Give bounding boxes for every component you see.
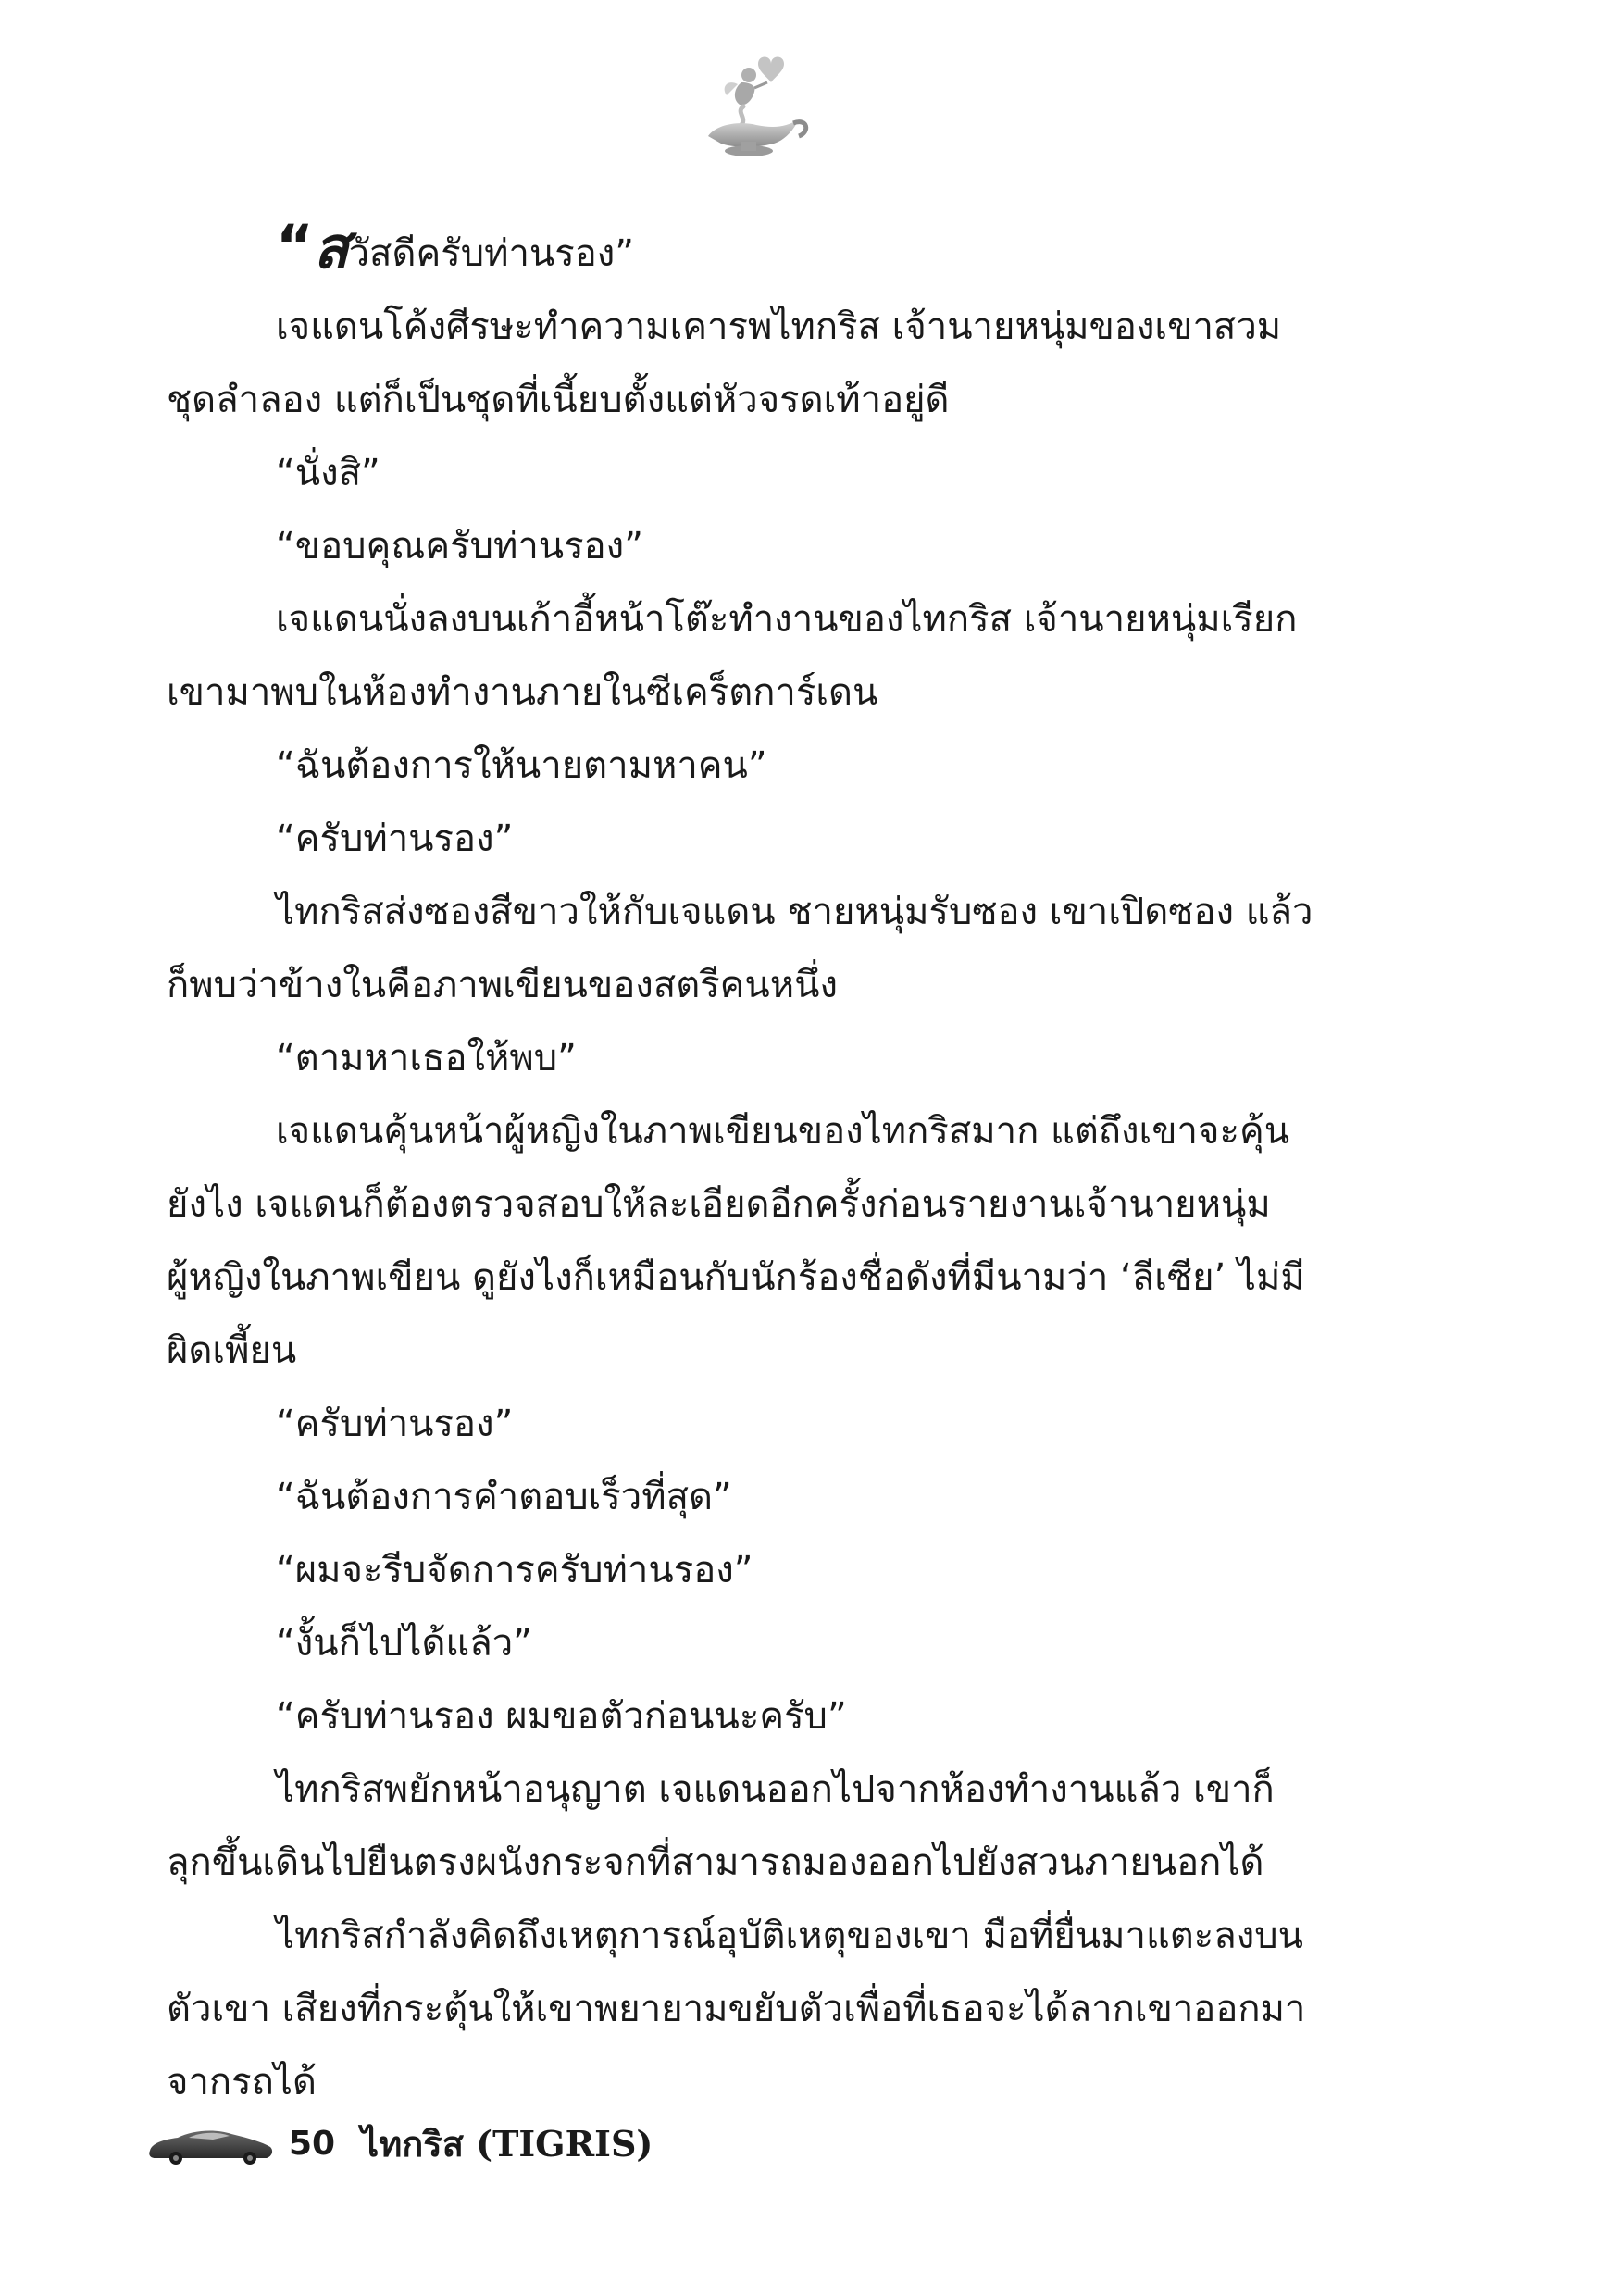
- drop-cap: ส: [313, 218, 349, 281]
- text-line: ลุกขึ้นเดินไปยืนตรงผนังกระจกที่สามารถมองออกไปยังสวนภายนอกได้: [167, 1841, 1264, 1884]
- text-line: ตัวเขา เสียงที่กระตุ้นให้เขาพยายามขยับตัวเพื่อที่เธอจะได้ลากเขาออกมา: [167, 1988, 1306, 2030]
- text-line: ชุดลำลอง แต่ก็เป็นชุดที่เนี้ยบตั้งแต่หัวจรดเท้าอยู่ดี: [167, 379, 950, 421]
- opening-quote-mark: “: [276, 218, 314, 280]
- book-title: ไทกริส (TIGRIS): [361, 2122, 653, 2165]
- sports-car-icon: [146, 2121, 276, 2165]
- text-line: เจแดนคุ้นหน้าผู้หญิงในภาพเขียนของไทกริสมาก แต่ถึงเขาจะคุ้น: [276, 1110, 1290, 1153]
- text-line: ก็พบว่าข้างในคือภาพเขียนของสตรีคนหนึ่ง: [167, 964, 838, 1006]
- text-line: ยังไง เจแดนก็ต้องตรวจสอบให้ละเอียดอีกครั้งก่อนรายงานเจ้านายหนุ่ม: [167, 1183, 1271, 1226]
- text-line: เจแดนโค้งศีรษะทำความเคารพไทกริส เจ้านายหนุ่มของเขาสวม: [276, 306, 1282, 348]
- text-line: “นั่งสิ”: [276, 452, 380, 494]
- text-line: “ฉันต้องการคำตอบเร็วที่สุด”: [276, 1476, 732, 1518]
- text-line: ไทกริสพยักหน้าอนุญาต เจแดนออกไปจากห้องทำงานแล้ว เขาก็: [276, 1768, 1275, 1811]
- text-line: ผู้หญิงในภาพเขียน ดูยังไงก็เหมือนกับนักร้องชื่อดังที่มีนามว่า ‘ลีเซีย’ ไม่มี: [167, 1256, 1305, 1299]
- opening-line: [167, 218, 1351, 291]
- paragraph-lines: [167, 291, 1351, 2119]
- text-line: จากรถได้: [167, 2061, 317, 2103]
- text-line: “ครับท่านรอง”: [276, 817, 514, 860]
- text-line: “ผมจะรีบจัดการครับท่านรอง”: [276, 1549, 753, 1591]
- text-line: เขามาพบในห้องทำงานภายในซีเคร็ตการ์เดน: [167, 671, 878, 714]
- text-line: “ครับท่านรอง”: [276, 1403, 514, 1445]
- text-line: เจแดนนั่งลงบนเก้าอี้หน้าโต๊ะทำงานของไทกริส เจ้านายหนุ่มเรียก: [276, 598, 1298, 641]
- text-line: “ครับท่านรอง ผมขอตัวก่อนนะครับ”: [276, 1695, 847, 1738]
- opening-line-rest: วัสดีครับท่านรอง”: [348, 232, 635, 275]
- text-line: ไทกริสกำลังคิดถึงเหตุการณ์อุบัติเหตุของเขา มือที่ยื่นมาแตะลงบน: [276, 1915, 1303, 1957]
- text-line: ผิดเพี้ยน: [167, 1329, 297, 1372]
- text-line: “ฉันต้องการให้นายตามหาคน”: [276, 744, 767, 787]
- cupid-lamp-icon: [690, 51, 819, 171]
- text-line: “ขอบคุณครับท่านรอง”: [276, 525, 643, 568]
- page-footer: [146, 2111, 653, 2176]
- text-line: ไทกริสส่งซองสีขาวให้กับเจแดน ชายหนุ่มรับซอง เขาเปิดซอง แล้ว: [276, 891, 1313, 933]
- text-line: “งั้นก็ไปได้แล้ว”: [276, 1622, 532, 1665]
- page-number: 50: [289, 2124, 336, 2163]
- body-text: [167, 218, 1351, 2119]
- text-line: “ตามหาเธอให้พบ”: [276, 1037, 577, 1079]
